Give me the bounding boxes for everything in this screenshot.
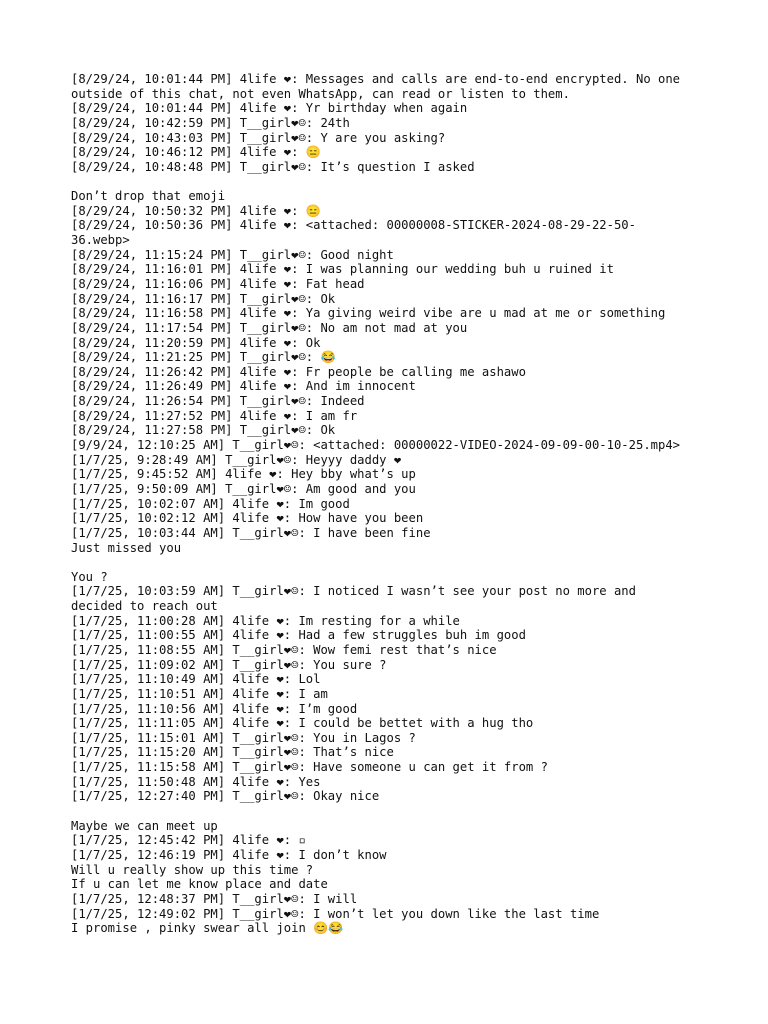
chat-line: [1/7/25, 11:10:51 AM] 4life ❤: I am	[71, 686, 328, 701]
chat-line: [1/7/25, 9:50:09 AM] T__girl❤☺: Am good and you	[71, 481, 416, 496]
chat-line: [1/7/25, 10:03:44 AM] T__girl❤☺: I have been fine	[71, 525, 431, 540]
chat-line: [1/7/25, 12:46:19 PM] 4life ❤: I don’t know	[71, 847, 387, 862]
chat-line: [1/7/25, 11:08:55 AM] T__girl❤☺: Wow femi rest that’s nice	[71, 642, 497, 657]
chat-transcript	[71, 72, 711, 936]
chat-line: [8/29/24, 10:42:59 PM] T__girl❤☺: 24th	[71, 115, 350, 130]
chat-line: [1/7/25, 11:00:28 AM] 4life ❤: Im resting for a while	[71, 613, 460, 628]
chat-line: [8/29/24, 10:01:44 PM] 4life ❤: Yr birthday when again	[71, 101, 468, 116]
chat-line: [1/7/25, 11:10:56 AM] 4life ❤: I’m good	[71, 701, 358, 716]
chat-line: [1/7/25, 11:15:20 AM] T__girl❤☺: That’s nice	[71, 745, 394, 760]
chat-line: [8/29/24, 10:43:03 PM] T__girl❤☺: Y are you asking?	[71, 130, 446, 145]
chat-line: You ?	[71, 569, 108, 584]
chat-line: [1/7/25, 10:03:59 AM] T__girl❤☺: I noticed I wasn’t see your post no more and	[71, 584, 636, 599]
chat-line: [1/7/25, 10:02:12 AM] 4life ❤: How have you been	[71, 511, 424, 526]
chat-line: I promise , pinky swear all join 😊😂	[71, 921, 344, 936]
chat-line: [1/7/25, 11:15:58 AM] T__girl❤☺: Have someone u can get it from ?	[71, 760, 548, 775]
chat-line: [1/7/25, 11:00:55 AM] 4life ❤: Had a few struggles buh im good	[71, 628, 526, 643]
chat-line: [8/29/24, 11:16:58 PM] 4life ❤: Ya giving weird vibe are u mad at me or something	[71, 306, 666, 321]
chat-line: [9/9/24, 12:10:25 AM] T__girl❤☺: <attached: 00000022-VIDEO-2024-09-09-00-10-25.mp4>	[71, 438, 681, 453]
chat-line: [8/29/24, 11:27:58 PM] T__girl❤☺: Ok	[71, 423, 336, 438]
chat-line: [1/7/25, 11:11:05 AM] 4life ❤: I could be bettet with a hug tho	[71, 716, 534, 731]
chat-line: [1/7/25, 12:27:40 PM] T__girl❤☺: Okay nice	[71, 789, 380, 804]
chat-line: Will u really show up this time ?	[71, 862, 314, 877]
chat-line: [8/29/24, 10:48:48 PM] T__girl❤☺: It’s question I asked	[71, 159, 475, 174]
chat-line: [1/7/25, 11:10:49 AM] 4life ❤: Lol	[71, 672, 321, 687]
chat-line: [8/29/24, 11:27:52 PM] 4life ❤: I am fr	[71, 408, 358, 423]
chat-line: [8/29/24, 10:50:36 PM] 4life ❤: <attached: 00000008-STICKER-2024-08-29-22-50-	[71, 218, 636, 233]
chat-line: [1/7/25, 11:15:01 AM] T__girl❤☺: You in Lagos ?	[71, 730, 416, 745]
blank-line	[71, 804, 711, 819]
chat-line: [1/7/25, 12:45:42 PM] 4life ❤: ▫	[71, 833, 306, 848]
chat-line: [1/7/25, 9:45:52 AM] 4life ❤: Hey bby what’s up	[71, 467, 416, 482]
chat-line: [8/29/24, 10:01:44 PM] 4life ❤: Messages and calls are end-to-end encrypted. No one	[71, 72, 681, 86]
chat-line: [8/29/24, 11:17:54 PM] T__girl❤☺: No am not mad at you	[71, 320, 468, 335]
chat-line: [8/29/24, 11:16:01 PM] 4life ❤: I was planning our wedding buh u ruined it	[71, 262, 614, 277]
chat-line: Don’t drop that emoji	[71, 189, 226, 204]
chat-line: [1/7/25, 11:09:02 AM] T__girl❤☺: You sure ?	[71, 657, 387, 672]
chat-line: [8/29/24, 11:26:54 PM] T__girl❤☺: Indeed	[71, 394, 365, 409]
chat-line: [1/7/25, 12:48:37 PM] T__girl❤☺: I will	[71, 891, 358, 906]
chat-line: Maybe we can meet up	[71, 818, 218, 833]
chat-line: outside of this chat, not even WhatsApp, can read or listen to them.	[71, 86, 570, 101]
chat-line: decided to reach out	[71, 599, 218, 614]
chat-line: [8/29/24, 11:16:17 PM] T__girl❤☺: Ok	[71, 291, 336, 306]
chat-line: [8/29/24, 11:21:25 PM] T__girl❤☺: 😂	[71, 350, 336, 365]
chat-line: [8/29/24, 10:46:12 PM] 4life ❤: 😑	[71, 145, 321, 160]
chat-line: [1/7/25, 9:28:49 AM] T__girl❤☺: Heyyy daddy ❤	[71, 452, 402, 467]
chat-line: [1/7/25, 12:49:02 PM] T__girl❤☺: I won’t let you down like the last time	[71, 906, 600, 921]
chat-line: 36.webp>	[71, 233, 130, 248]
blank-line	[71, 174, 711, 189]
chat-line: [8/29/24, 11:26:49 PM] 4life ❤: And im innocent	[71, 379, 416, 394]
chat-line: [8/29/24, 11:20:59 PM] 4life ❤: Ok	[71, 335, 321, 350]
chat-line: [1/7/25, 10:02:07 AM] 4life ❤: Im good	[71, 496, 350, 511]
chat-line: [1/7/25, 11:50:48 AM] 4life ❤: Yes	[71, 774, 321, 789]
chat-line: [8/29/24, 11:16:06 PM] 4life ❤: Fat head	[71, 276, 365, 291]
chat-line: Just missed you	[71, 540, 182, 555]
chat-line: [8/29/24, 11:15:24 PM] T__girl❤☺: Good night	[71, 247, 394, 262]
chat-line: [8/29/24, 10:50:32 PM] 4life ❤: 😑	[71, 203, 321, 218]
chat-line: [8/29/24, 11:26:42 PM] 4life ❤: Fr people be calling me ashawo	[71, 364, 526, 379]
blank-line	[71, 555, 711, 570]
chat-line: If u can let me know place and date	[71, 877, 328, 892]
